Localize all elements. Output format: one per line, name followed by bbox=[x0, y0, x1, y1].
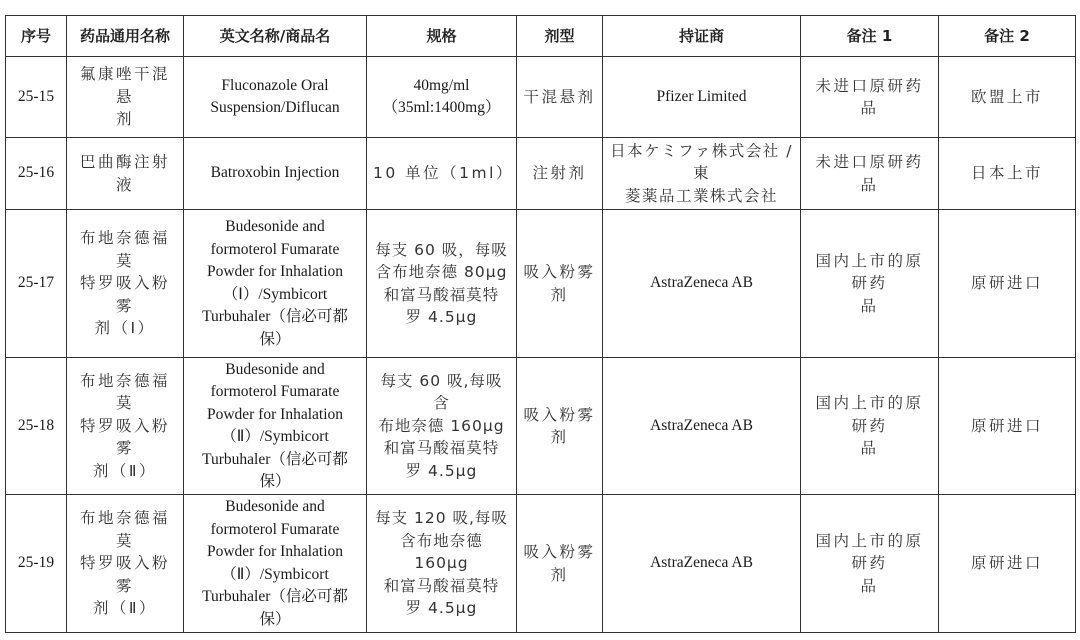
cell-seq: 25-18 bbox=[6, 358, 67, 495]
cell-holder: AstraZeneca AB bbox=[603, 210, 801, 358]
header-english-name: 英文名称/商品名 bbox=[184, 16, 367, 57]
cell-holder: AstraZeneca AB bbox=[603, 495, 801, 633]
cell-spec: 每支 60 吸,每吸含 布地奈德 160μg 和富马酸福莫特 罗 4.5μg bbox=[367, 358, 517, 495]
cell-holder: 日本ケミファ株式会社 / 東 菱薬品工業株式会社 bbox=[603, 138, 801, 210]
cell-seq: 25-19 bbox=[6, 495, 67, 633]
cell-dosage-form: 吸入粉雾 剂 bbox=[517, 495, 603, 633]
header-holder: 持证商 bbox=[603, 16, 801, 57]
cell-spec: 10 单位（1ml） bbox=[367, 138, 517, 210]
cell-english-name: Budesonide and formoterol Fumarate Powder for Inhalation （Ⅱ）/Symbicort Turbuhaler（信必可都 保） bbox=[184, 495, 367, 633]
table-row bbox=[6, 57, 1076, 138]
cell-english-name: Batroxobin Injection bbox=[184, 138, 367, 210]
cell-seq: 25-17 bbox=[6, 210, 67, 358]
header-dosage-form: 剂型 bbox=[517, 16, 603, 57]
cell-generic-name: 布地奈德福莫 特罗吸入粉雾 剂（Ⅰ） bbox=[67, 210, 184, 358]
cell-dosage-form: 吸入粉雾 剂 bbox=[517, 358, 603, 495]
cell-english-name: Fluconazole Oral Suspension/Diflucan bbox=[184, 57, 367, 138]
cell-dosage-form: 注射剂 bbox=[517, 138, 603, 210]
cell-note2: 欧盟上市 bbox=[939, 57, 1076, 138]
cell-generic-name: 布地奈德福莫 特罗吸入粉雾 剂（Ⅱ） bbox=[67, 495, 184, 633]
table-row bbox=[6, 138, 1076, 210]
cell-note1: 国内上市的原研药 品 bbox=[801, 358, 939, 495]
cell-holder: Pfizer Limited bbox=[603, 57, 801, 138]
cell-spec: 40mg/ml （35ml:1400mg） bbox=[367, 57, 517, 138]
cell-note2: 原研进口 bbox=[939, 495, 1076, 633]
header-row bbox=[6, 16, 1076, 57]
table-row bbox=[6, 210, 1076, 358]
cell-note1: 国内上市的原研药 品 bbox=[801, 210, 939, 358]
cell-english-name: Budesonide and formoterol Fumarate Powder for Inhalation （Ⅱ）/Symbicort Turbuhaler（信必可都 保） bbox=[184, 358, 367, 495]
table-row bbox=[6, 495, 1076, 633]
header-note2: 备注 2 bbox=[939, 16, 1076, 57]
cell-generic-name: 布地奈德福莫 特罗吸入粉雾 剂（Ⅱ） bbox=[67, 358, 184, 495]
header-seq: 序号 bbox=[6, 16, 67, 57]
cell-note2: 原研进口 bbox=[939, 358, 1076, 495]
table-body bbox=[6, 57, 1076, 633]
cell-holder: AstraZeneca AB bbox=[603, 358, 801, 495]
cell-note2: 原研进口 bbox=[939, 210, 1076, 358]
cell-spec: 每支 60 吸，每吸 含布地奈德 80μg 和富马酸福莫特 罗 4.5μg bbox=[367, 210, 517, 358]
cell-spec: 每支 120 吸,每吸 含布地奈德 160μg 和富马酸福莫特 罗 4.5μg bbox=[367, 495, 517, 633]
cell-generic-name: 巴曲酶注射液 bbox=[67, 138, 184, 210]
table-row bbox=[6, 358, 1076, 495]
cell-seq: 25-15 bbox=[6, 57, 67, 138]
header-note1: 备注 1 bbox=[801, 16, 939, 57]
cell-note1: 国内上市的原研药 品 bbox=[801, 495, 939, 633]
cell-dosage-form: 干混悬剂 bbox=[517, 57, 603, 138]
header-spec: 规格 bbox=[367, 16, 517, 57]
cell-note2: 日本上市 bbox=[939, 138, 1076, 210]
drug-list-table bbox=[5, 15, 1076, 633]
cell-note1: 未进口原研药品 bbox=[801, 57, 939, 138]
header-generic-name: 药品通用名称 bbox=[67, 16, 184, 57]
cell-english-name: Budesonide and formoterol Fumarate Powder for Inhalation （Ⅰ）/Symbicort Turbuhaler（信必可都 保） bbox=[184, 210, 367, 358]
cell-seq: 25-16 bbox=[6, 138, 67, 210]
cell-note1: 未进口原研药品 bbox=[801, 138, 939, 210]
cell-dosage-form: 吸入粉雾 剂 bbox=[517, 210, 603, 358]
cell-generic-name: 氟康唑干混悬 剂 bbox=[67, 57, 184, 138]
